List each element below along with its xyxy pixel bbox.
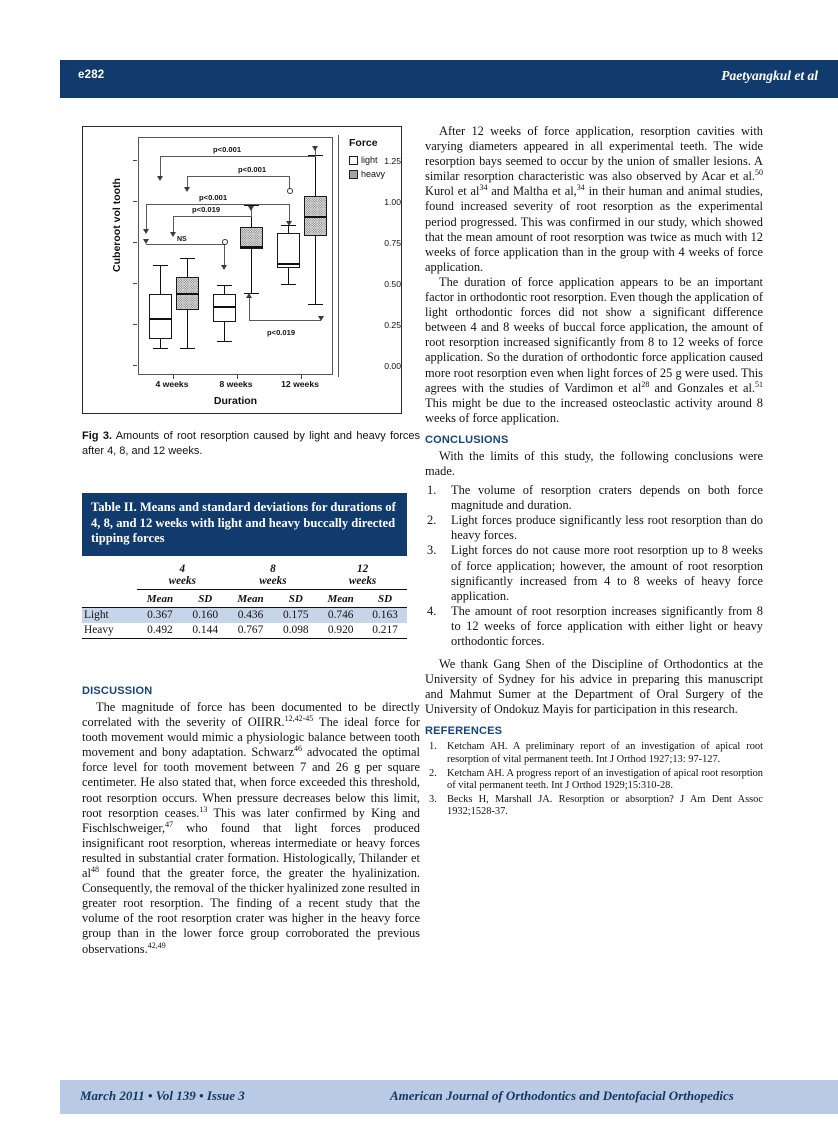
discussion-section [82,685,420,957]
rc-sup2: 34 [479,183,488,193]
table-2-group-0: 4 weeks [137,562,228,592]
conclusions-heading: CONCLUSIONS [425,433,509,446]
ann-label-5: NS [177,236,187,243]
ann-line-2 [187,176,289,177]
conclusion-text-3: Light forces do not cause more root resorption up to 8 weeks of force application; however, the amount of root resorption significantly increased from 4 to 8 weeks of heavy force application. [451,543,763,603]
disc-t3: advocated the optimal force level for tooth movement between 7 and 26 g per square centimeter. He also stated that, when force exceeded this threshold, root resorption occurs. When pressure decreases below this limit, root resorption ceases. [82,745,420,820]
ann-arrow-1b [312,146,318,151]
list-item [425,794,763,819]
ann-label-6: p<0.019 [267,328,296,337]
disc-sup2: 46 [294,744,303,754]
table-2-row-0-cell-2: 0.436 [237,609,264,621]
table-2-row-1-cell-5: 0.217 [372,624,398,636]
disc-t2: The ideal force for tooth movement would mimic a physiologic balance between tooth movement and bony adaptation. Schwarz [82,715,420,760]
y-tickmark-1 [133,324,137,325]
y-tick-3: 0.75 [384,238,401,248]
list-item [425,543,763,603]
disc-sup6: 42,49 [147,940,166,950]
conclusion-number-2: 2. [427,513,437,528]
ann-label-2: p<0.001 [238,165,267,174]
header-page-number: e282 [78,69,105,81]
right-column [425,124,763,820]
table-2-group-1: 8 weeks [228,562,319,592]
table-2-subheader-1: SD [198,593,213,605]
table-2-group-2: 12 weeks [318,562,407,592]
right-paragraph-2 [425,275,763,426]
reference-text-2: Ketcham AH. A progress report of an investigation of apical root resorption of vital permanent teeth. Int J Orthod 1929;15:310-28. [447,767,763,792]
disc-sup3: 13 [199,804,208,814]
rc-t6: and Gonzales et al. [649,380,755,395]
table-2-row-0-label: Light [84,609,109,621]
ann-label-3: p<0.001 [199,193,228,202]
ann-line-1 [160,156,315,157]
legend-divider [338,135,339,377]
disc-sup5: 48 [90,864,99,874]
conclusions-list [425,483,763,649]
header-running-title: Paetyangkul et al [721,68,818,83]
conclusion-number-1: 1. [427,483,437,498]
y-tick-1: 0.25 [384,320,401,330]
table-2-row-1-cell-1: 0.144 [192,624,219,636]
references-heading: REFERENCES [425,725,503,738]
disc-t6: found that the greater force, the greater the hyalinization. Consequently, the removal of the thicker hyalinized zone resulted in greater root resorption. The finding of a recent study that the volume of the root resorption crater was higher in the heavy force group than in the lower force group corroborated the previous observations. [82,866,420,956]
rc-t2: Kurol et al [425,184,480,199]
table-2-row-0-cell-5: 0.163 [372,609,398,621]
conclusion-text-4: The amount of root resorption increases significantly from 8 to 12 weeks of force application with either light or heavy orthodontic forces. [451,603,763,648]
list-item [425,768,763,793]
footer-issue-info: March 2011 • Vol 139 • Issue 3 [80,1088,245,1103]
table-2-row-0-cell-4: 0.746 [327,609,354,621]
list-item [425,483,763,513]
list-item [425,741,763,766]
table-2-row-0-cell-3: 0.175 [282,609,309,621]
rc-t4: in their human and animal studies, found increased severity of root resorption as the experimental period progressed. This was confirmed in our study, which showed that the mean amount of root resorption was twice as much with 12 weeks of force application than in the group with 4 weeks of force application. [425,184,763,274]
ann-line-5 [146,244,224,245]
ann-arrow-3a [143,229,149,234]
y-tick-0: 0.00 [384,361,401,371]
disc-sup1: 12,42-45 [284,713,314,723]
table-2-row-1-cell-3: 0.098 [282,624,309,636]
conclusion-number-4: 4. [427,603,437,618]
legend-item-light [349,155,378,165]
disc-t5: who found that light forces produced insignificant root resorption, whereas intermediate or heavy forces resulted in substantial crater formation. Histologically, Thilander et al [82,820,420,881]
ann-line-6b [249,298,250,321]
reference-number-2: 2. [429,767,437,779]
rc-sup1: 50 [755,168,763,178]
y-tickmark-2 [133,283,137,284]
ann-line-6 [249,320,321,321]
rc-sup3: 34 [576,183,585,193]
table-2-row-1-label: Heavy [84,624,114,636]
reference-number-3: 3. [429,793,437,805]
ann-line-4 [173,216,251,217]
table-row [82,623,407,639]
reference-number-1: 1. [429,741,437,753]
x-tick-label-1: 8 weeks [219,379,253,389]
table-2-subheader-0: Mean [146,593,174,605]
figure-3-boxplot [82,126,402,414]
figure-caption-text: Amounts of root resorption caused by light and heavy forces after 4, 8, and 12 weeks. [82,430,420,457]
figure-caption-label: Fig 3. [82,430,112,442]
list-item [425,513,763,543]
page-header-band [60,60,838,98]
discussion-heading: DISCUSSION [82,685,153,697]
page-footer-band [60,1080,838,1114]
table-2-row-1-cell-4: 0.920 [327,624,354,636]
ann-label-4: p<0.019 [192,205,221,214]
conclusion-text-2: Light forces produce significantly less root resorption than do heavy forces. [451,513,763,543]
figure-caption [82,429,420,458]
table-2-subheader-4: Mean [327,593,354,605]
table-2-title: Means and standard deviations for durations of 4, 8, and 12 weeks with light and heavy buccally directed tipping forces [91,500,396,545]
legend-label-heavy: heavy [361,169,386,179]
rc-t5: The duration of force application appears to be an important factor in orthodontic root resorption. Even though the application of light orthodontic forces did not show a significant difference between 4 and 8 weeks of buccal force application, the amount of root resorption increased significantly from 8 to 12 weeks of force application. So the duration of orthodontic force application caused more root resorption even when light forces of 25 g were used. This agrees with the studies of Vardimon et al [425,274,763,395]
y-tickmark-3 [133,242,137,243]
y-tick-2: 0.50 [384,279,401,289]
y-tickmark-4 [133,201,137,202]
conclusion-text-1: The volume of resorption craters depends on both force magnitude and duration. [451,483,763,513]
y-tick-5: 1.25 [384,156,401,166]
ann-arrow-4b [248,206,254,211]
table-2 [82,493,407,639]
ann-outlier-circle-2 [222,239,228,245]
table-2-row-1-cell-2: 0.767 [237,624,264,636]
ann-arrow-2a [184,187,190,192]
ann-line-1b [160,156,161,178]
y-tickmark-5 [133,160,137,161]
ann-outlier-circle-1 [287,188,293,194]
rc-t1: After 12 weeks of force application, resorption cavities with varying diameters appeared in all experimental teeth. The wide resorption bays seemed to occur by the union of smaller lesions. A similar resorption characteristic was also observed by Acar et al. [425,124,763,184]
table-2-subheader-3: SD [288,593,303,605]
rc-t3: and Maltha et al, [487,184,577,199]
chart-y-axis-label: Cuberoot vol tooth [111,178,123,272]
legend-swatch-light-icon [349,156,358,165]
list-item [425,604,763,649]
ann-line-3b [146,204,147,231]
ann-arrow-5a [143,239,149,244]
references-list [425,741,763,819]
x-tick-label-2: 12 weeks [281,379,319,389]
disc-t4: This was later confirmed by King and Fischlschweiger, [82,805,421,835]
legend-title: Force [349,137,378,149]
chart-x-axis-label: Duration [213,395,258,407]
reference-text-1: Ketcham AH. A preliminary report of an investigation of apical root resorption of vital permanent teeth. Int J Orthod 1927;13: 97-127. [447,741,763,766]
table-2-group-header-row [82,562,407,592]
table-2-subheader-5: SD [378,593,393,605]
table-2-header [82,493,407,556]
ann-arrow-6b [318,316,324,321]
chart-plot-area [138,137,333,375]
reference-text-3: Becks H, Marshall JA. Resorption or absorption? J Am Dent Assoc 1932;1528-37. [447,793,763,818]
y-tick-4: 1.00 [384,197,401,207]
table-2-row-0-cell-1: 0.160 [192,609,219,621]
legend-label-light: light [361,155,378,165]
disc-t1: The magnitude of force has been documented to be directly correlated with the severity of OIIRR. [82,700,420,730]
table-row [82,607,407,623]
footer-journal-name: American Journal of Orthodontics and Dentofacial Orthopedics [390,1088,734,1103]
disc-sup4: 47 [165,819,174,829]
ann-arrow-4a [170,232,176,237]
x-tick-label-0: 4 weeks [155,379,189,389]
legend-item-heavy [349,169,385,179]
rc-t7: This might be due to the increased osteoclastic activity around 8 weeks of force application. [425,395,763,425]
ann-label-1: p<0.001 [213,145,242,154]
conclusion-number-3: 3. [427,543,437,558]
discussion-paragraph-1 [82,700,420,957]
table-2-subheader-2: Mean [237,593,264,605]
table-2-label: Table II. [91,500,137,514]
ann-arrow-5b [221,265,227,270]
ann-arrow-6a [246,293,252,298]
rc-sup4: 28 [641,379,650,389]
legend-swatch-heavy-icon [349,170,358,179]
ann-line-5b [224,244,225,267]
ann-arrow-3b [286,221,292,226]
right-paragraph-1 [425,124,763,275]
y-tickmark-0 [133,365,137,366]
ann-arrow-1a [157,176,163,181]
table-2-grid [82,562,407,639]
acknowledgment-paragraph: We thank Gang Shen of the Discipline of Orthodontics at the University of Sydney for his advice in preparing this manuscript and Mahmut Sumer at the Department of Oral Surgery of the University of Ondokuz Mayis for participation in this research. [425,657,763,717]
rc-sup5: 51 [755,379,763,389]
table-2-sub-header-row [82,592,407,608]
table-2-row-0-cell-0: 0.367 [147,609,173,621]
conclusions-intro: With the limits of this study, the following conclusions were made. [425,448,763,478]
table-2-row-1-cell-0: 0.492 [147,624,173,636]
